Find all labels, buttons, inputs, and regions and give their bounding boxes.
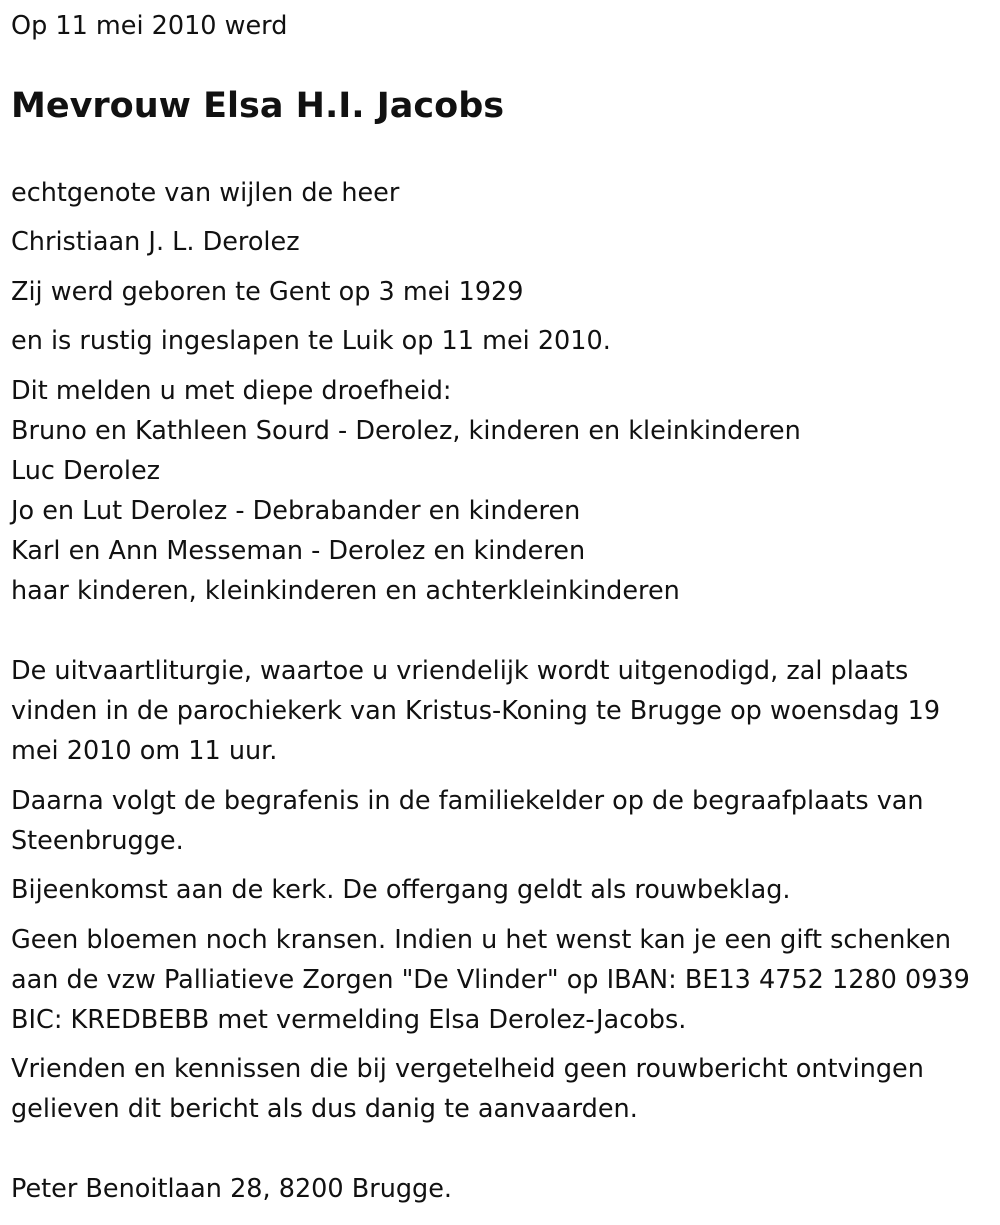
intro-text: Op 11 mei 2010 werd (11, 11, 288, 41)
gathering-line: Bijeenkomst aan de kerk. De offergang geldt als rouwbeklag. (11, 875, 791, 905)
deceased-name: Mevrouw Elsa H.I. Jacobs (11, 86, 505, 126)
friends-line: Vrienden en kennissen die bij vergetelheid geen rouwbericht ontvingen (11, 1054, 924, 1084)
family-line: Bruno en Kathleen Sourd - Derolez, kinderen en kleinkinderen (11, 416, 801, 446)
funeral-line: De uitvaartliturgie, waartoe u vriendelijk wordt uitgenodigd, zal plaats (11, 656, 909, 686)
funeral-line: vinden in de parochiekerk van Kristus-Koning te Brugge op woensdag 19 (11, 696, 941, 726)
spouse-name: Christiaan J. L. Derolez (11, 227, 300, 257)
burial-paragraph (11, 781, 996, 861)
family-line: Karl en Ann Messeman - Derolez en kinderen (11, 536, 586, 566)
family-section (11, 371, 996, 611)
death-line: en is rustig ingeslapen te Luik op 11 mei 2010. (11, 326, 611, 356)
family-line: Luc Derolez (11, 456, 161, 486)
flowers-line: aan de vzw Palliatieve Zorgen "De Vlinder" op IBAN: BE13 4752 1280 0939 (11, 965, 970, 995)
family-line: haar kinderen, kleinkinderen en achterkleinkinderen (11, 576, 680, 606)
birth-line: Zij werd geboren te Gent op 3 mei 1929 (11, 277, 524, 307)
burial-line: Steenbrugge. (11, 826, 184, 856)
spouse-prefix: echtgenote van wijlen de heer (11, 178, 400, 208)
announce-heading: Dit melden u met diepe droefheid: (11, 376, 452, 406)
flowers-line: Geen bloemen noch kransen. Indien u het wenst kan je een gift schenken (11, 925, 952, 955)
flowers-paragraph (11, 920, 996, 1040)
friends-paragraph (11, 1049, 996, 1129)
friends-line: gelieven dit bericht als dus danig te aanvaarden. (11, 1094, 638, 1124)
burial-line: Daarna volgt de begrafenis in de familiekelder op de begraafplaats van (11, 786, 924, 816)
funeral-line: mei 2010 om 11 uur. (11, 736, 278, 766)
address-line: Peter Benoitlaan 28, 8200 Brugge. (11, 1174, 453, 1204)
funeral-paragraph (11, 651, 996, 771)
family-line: Jo en Lut Derolez - Debrabander en kinderen (11, 496, 581, 526)
flowers-line: BIC: KREDBEBB met vermelding Elsa Derolez-Jacobs. (11, 1005, 687, 1035)
